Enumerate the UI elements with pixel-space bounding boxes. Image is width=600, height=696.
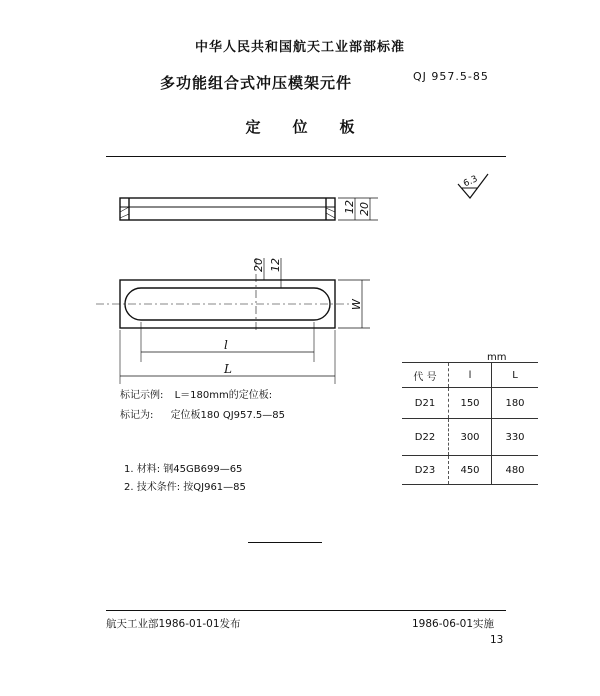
marking-designation <box>120 406 285 421</box>
roughness-value: 6.3 <box>462 174 480 190</box>
row-code: D21 <box>402 388 449 419</box>
standard-code: QJ 957.5-85 <box>413 70 489 83</box>
dim-side-20: 20 <box>358 202 371 216</box>
part-name: 定位板 <box>245 118 387 136</box>
row-L: 480 <box>492 456 539 485</box>
table-unit: mm <box>487 352 507 363</box>
marking-example-label: 标记示例: <box>120 390 164 401</box>
note-technical-conditions: 2. 技术条件: 按QJ961—85 <box>124 482 246 493</box>
dim-inner-length: l <box>224 338 228 352</box>
marking-designation-text: 定位板180 QJ957.5—85 <box>170 410 286 421</box>
dim-outer-length: L <box>224 362 232 376</box>
dim-top-20: 20 <box>252 258 265 272</box>
issue-date: 航天工业部1986-01-01发布 <box>106 618 241 630</box>
header-code: 代 号 <box>402 363 449 388</box>
dim-width: W <box>350 299 363 310</box>
row-l: 450 <box>449 456 492 485</box>
table-row <box>402 388 538 419</box>
table-row <box>402 456 538 485</box>
top-view <box>96 258 370 384</box>
header-L: L <box>492 363 539 388</box>
dimension-table <box>402 362 538 485</box>
issuing-organization: 中华人民共和国航天工业部部标准 <box>194 40 405 55</box>
header-l: l <box>449 363 492 388</box>
note-material: 1. 材料: 钢45GB699—65 <box>124 464 243 475</box>
marking-designation-label: 标记为: <box>120 410 154 421</box>
row-L: 330 <box>492 419 539 456</box>
table-header-row <box>402 363 538 388</box>
marking-example <box>120 386 272 401</box>
row-L: 180 <box>492 388 539 419</box>
table-row <box>402 419 538 456</box>
footer-rule <box>106 610 506 611</box>
page-number: 13 <box>490 634 504 646</box>
effective-date: 1986-06-01实施 <box>412 618 495 630</box>
end-rule <box>248 542 322 543</box>
row-l: 150 <box>449 388 492 419</box>
dim-top-12: 12 <box>269 258 282 272</box>
row-l: 300 <box>449 419 492 456</box>
marking-example-text: L＝180mm的定位板: <box>174 390 273 401</box>
row-code: D22 <box>402 419 449 456</box>
dim-side-12: 12 <box>343 200 356 214</box>
document-subtitle: 多功能组合式冲压模架元件 <box>160 74 353 92</box>
row-code: D23 <box>402 456 449 485</box>
side-view <box>120 198 378 220</box>
